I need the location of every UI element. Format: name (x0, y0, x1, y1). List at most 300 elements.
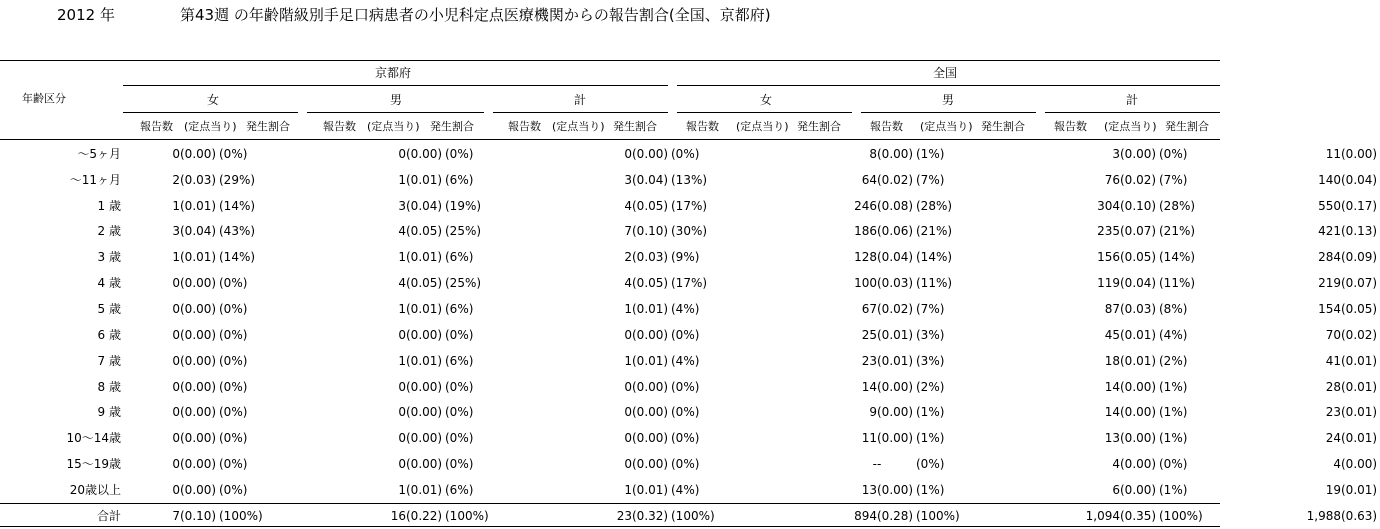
national-count-cell: 70 (1325, 327, 1341, 342)
data-table-body (0, 141, 1380, 529)
kyoto-rate-cell: (6%) (445, 172, 474, 187)
kyoto-per-site-cell: (0.04) (632, 172, 669, 187)
national-count-cell: - (872, 457, 877, 472)
region-rule-national (677, 85, 1220, 86)
kyoto-rate-cell: (17%) (671, 276, 708, 291)
kyoto-count-cell: 4 (398, 224, 406, 239)
kyoto-per-site-cell: (0.00) (406, 146, 443, 161)
national-rate-cell: (1%) (916, 482, 945, 497)
national-per-site-cell: (0.01) (1120, 353, 1157, 368)
age-label: 5 歳 (97, 301, 121, 316)
national-count-cell: 9 (869, 405, 877, 420)
national-rate-cell: (1%) (916, 431, 945, 446)
kyoto-per-site-cell: (0.05) (632, 276, 669, 291)
kyoto-rate-cell: (100%) (671, 508, 715, 523)
kyoto-per-site-cell: (0.00) (406, 379, 443, 394)
age-label: 10〜14歳 (66, 431, 121, 446)
kyoto-per-site-cell: (0.00) (180, 405, 217, 420)
national-count-cell: 186 (854, 224, 877, 239)
national-per-site-cell: (0.00) (1120, 146, 1157, 161)
kyoto-count-cell: 1 (624, 482, 632, 497)
kyoto-rate-cell: (0%) (219, 405, 248, 420)
national-per-site-cell: (0.00) (877, 146, 914, 161)
kyoto-count-cell: 0 (398, 379, 406, 394)
national-count-cell: 13 (861, 482, 877, 497)
national-rate-cell: (11%) (916, 276, 953, 291)
national-count-cell: 41 (1325, 353, 1341, 368)
national-count-cell: 154 (1318, 301, 1341, 316)
age-label: 2 歳 (97, 224, 121, 239)
sub-rate-kyoto-m: 発生割合 (430, 120, 474, 133)
kyoto-count-cell: 3 (172, 224, 180, 239)
kyoto-count-cell: 1 (398, 482, 406, 497)
kyoto-per-site-cell: (0.03) (632, 250, 669, 265)
kyoto-count-cell: 0 (624, 146, 632, 161)
kyoto-rate-cell: (13%) (671, 172, 708, 187)
national-rate-cell: (0%) (1159, 146, 1188, 161)
national-rate-cell: (21%) (1159, 224, 1196, 239)
national-per-site-cell: (0.28) (877, 508, 914, 523)
kyoto-count-cell: 0 (624, 457, 632, 472)
table-row (0, 219, 1380, 245)
kyoto-per-site-cell: (0.00) (180, 431, 217, 446)
national-per-site-cell: (0.01) (1341, 405, 1378, 420)
sub-persite-kyoto-t: (定点当り) (552, 120, 605, 133)
national-count-cell: 1,988 (1306, 508, 1341, 523)
national-count-cell: 284 (1318, 250, 1341, 265)
national-per-site-cell: (0.04) (1341, 172, 1378, 187)
national-per-site-cell: (0.00) (1120, 431, 1157, 446)
kyoto-per-site-cell: (0.00) (632, 431, 669, 446)
kyoto-rate-cell: (0%) (445, 405, 474, 420)
kyoto-count-cell: 2 (624, 250, 632, 265)
sub-count-kyoto-f: 報告数 (140, 120, 173, 133)
kyoto-rate-cell: (0%) (219, 353, 248, 368)
national-per-site-cell: (0.00) (1341, 457, 1378, 472)
national-count-cell: 550 (1318, 198, 1341, 213)
sub-persite-national-t: (定点当り) (1104, 120, 1157, 133)
national-per-site-cell: (0.00) (877, 405, 914, 420)
national-per-site-cell: (0.05) (1341, 301, 1378, 316)
region-header-national: 全国 (933, 66, 958, 80)
sub-persite-kyoto-m: (定点当り) (367, 120, 420, 133)
national-count-cell: 24 (1325, 431, 1341, 446)
kyoto-rate-cell: (43%) (219, 224, 256, 239)
national-rate-cell: (100%) (916, 508, 960, 523)
kyoto-count-cell: 0 (624, 379, 632, 394)
national-count-cell: 67 (861, 301, 877, 316)
kyoto-rate-cell: (19%) (445, 198, 482, 213)
table-row (0, 193, 1380, 219)
national-rate-cell: (1%) (1159, 482, 1188, 497)
table-row (0, 167, 1380, 193)
kyoto-per-site-cell: (0.00) (406, 327, 443, 342)
kyoto-per-site-cell: (0.00) (406, 405, 443, 420)
age-label: 9 歳 (97, 405, 121, 420)
sex-rule-kyoto-m (307, 112, 484, 113)
sex-header-national-total: 計 (1126, 93, 1139, 107)
kyoto-count-cell: 0 (172, 482, 180, 497)
sub-persite-national-m: (定点当り) (920, 120, 973, 133)
sub-rate-national-m: 発生割合 (981, 120, 1025, 133)
table-row (0, 399, 1380, 425)
national-count-cell: 4 (1333, 457, 1341, 472)
header-top-rule (0, 60, 1220, 61)
national-rate-cell: (7%) (1159, 172, 1188, 187)
kyoto-count-cell: 1 (624, 353, 632, 368)
kyoto-per-site-cell: (0.00) (632, 327, 669, 342)
national-rate-cell: (28%) (916, 198, 953, 213)
kyoto-count-cell: 4 (624, 198, 632, 213)
kyoto-count-cell: 3 (624, 172, 632, 187)
national-per-site-cell: (0.00) (1120, 405, 1157, 420)
header-bottom-rule (0, 139, 1220, 140)
national-count-cell: 14 (1104, 379, 1120, 394)
kyoto-per-site-cell: (0.00) (180, 353, 217, 368)
sex-header-national-male: 男 (942, 93, 955, 107)
age-label: 〜5ヶ月 (77, 146, 121, 161)
kyoto-rate-cell: (0%) (219, 379, 248, 394)
national-per-site-cell: (0.02) (877, 301, 914, 316)
sub-count-kyoto-t: 報告数 (508, 120, 541, 133)
sub-rate-kyoto-t: 発生割合 (613, 120, 657, 133)
kyoto-rate-cell: (0%) (671, 405, 700, 420)
age-label: 8 歳 (97, 379, 121, 394)
national-rate-cell: (7%) (916, 172, 945, 187)
national-rate-cell: (21%) (916, 224, 953, 239)
kyoto-per-site-cell: (0.01) (406, 250, 443, 265)
kyoto-per-site-cell: (0.05) (406, 276, 443, 291)
national-count-cell: 11 (1325, 146, 1341, 161)
national-rate-cell: (8%) (1159, 301, 1188, 316)
national-per-site-cell: (0.01) (877, 327, 914, 342)
column-header-age: 年齢区分 (22, 92, 66, 105)
national-rate-cell: (2%) (1159, 353, 1188, 368)
national-per-site-cell: - (877, 457, 882, 472)
national-per-site-cell: (0.03) (877, 276, 914, 291)
age-label: 7 歳 (97, 353, 121, 368)
national-rate-cell: (4%) (1159, 327, 1188, 342)
kyoto-count-cell: 0 (398, 457, 406, 472)
kyoto-rate-cell: (0%) (445, 146, 474, 161)
national-per-site-cell: (0.01) (1341, 379, 1378, 394)
national-per-site-cell: (0.01) (1341, 353, 1378, 368)
kyoto-count-cell: 7 (624, 224, 632, 239)
national-count-cell: 219 (1318, 276, 1341, 291)
national-count-cell: 19 (1325, 482, 1341, 497)
kyoto-count-cell: 0 (172, 301, 180, 316)
kyoto-per-site-cell: (0.00) (406, 457, 443, 472)
data-table (0, 141, 1380, 529)
kyoto-count-cell: 4 (398, 276, 406, 291)
sub-rate-national-t: 発生割合 (1165, 120, 1209, 133)
kyoto-per-site-cell: (0.00) (632, 457, 669, 472)
kyoto-per-site-cell: (0.10) (180, 508, 217, 523)
national-per-site-cell: (0.04) (877, 250, 914, 265)
national-count-cell: 18 (1104, 353, 1120, 368)
kyoto-per-site-cell: (0.04) (180, 224, 217, 239)
kyoto-rate-cell: (14%) (219, 250, 256, 265)
national-rate-cell: (1%) (1159, 379, 1188, 394)
report-title: 第43週 の年齢階級別手足口病患者の小児科定点医療機関からの報告割合(全国、京都府) (180, 6, 771, 24)
national-count-cell: 14 (861, 379, 877, 394)
table-row (0, 141, 1380, 167)
national-count-cell: 11 (861, 431, 877, 446)
table-row (0, 425, 1380, 451)
sub-count-national-m: 報告数 (870, 120, 903, 133)
national-per-site-cell: (0.02) (1341, 327, 1378, 342)
kyoto-rate-cell: (0%) (445, 457, 474, 472)
national-per-site-cell: (0.00) (877, 482, 914, 497)
national-per-site-cell: (0.08) (877, 198, 914, 213)
national-per-site-cell: (0.00) (1120, 379, 1157, 394)
kyoto-count-cell: 0 (624, 327, 632, 342)
kyoto-count-cell: 1 (172, 250, 180, 265)
national-per-site-cell: (0.01) (1120, 327, 1157, 342)
kyoto-per-site-cell: (0.01) (632, 301, 669, 316)
national-per-site-cell: (0.00) (1341, 146, 1378, 161)
kyoto-rate-cell: (25%) (445, 276, 482, 291)
national-count-cell: 421 (1318, 224, 1341, 239)
sex-rule-kyoto-f (123, 112, 298, 113)
kyoto-count-cell: 1 (398, 250, 406, 265)
table-row (0, 451, 1380, 477)
kyoto-rate-cell: (0%) (219, 327, 248, 342)
national-count-cell: 3 (1112, 146, 1120, 161)
kyoto-count-cell: 0 (624, 431, 632, 446)
national-per-site-cell: (0.13) (1341, 224, 1378, 239)
kyoto-rate-cell: (4%) (671, 482, 700, 497)
kyoto-rate-cell: (4%) (671, 301, 700, 316)
kyoto-per-site-cell: (0.05) (406, 224, 443, 239)
kyoto-per-site-cell: (0.00) (180, 301, 217, 316)
kyoto-count-cell: 0 (172, 353, 180, 368)
kyoto-per-site-cell: (0.10) (632, 224, 669, 239)
kyoto-per-site-cell: (0.00) (180, 327, 217, 342)
national-count-cell: 100 (854, 276, 877, 291)
national-count-cell: 128 (854, 250, 877, 265)
kyoto-rate-cell: (0%) (445, 431, 474, 446)
kyoto-rate-cell: (0%) (671, 431, 700, 446)
national-count-cell: 8 (869, 146, 877, 161)
national-rate-cell: (7%) (916, 301, 945, 316)
kyoto-count-cell: 0 (624, 405, 632, 420)
national-count-cell: 156 (1097, 250, 1120, 265)
kyoto-per-site-cell: (0.01) (180, 250, 217, 265)
national-per-site-cell: (0.05) (1120, 250, 1157, 265)
national-rate-cell: (1%) (916, 146, 945, 161)
sub-rate-kyoto-f: 発生割合 (246, 120, 290, 133)
kyoto-rate-cell: (0%) (671, 457, 700, 472)
national-per-site-cell: (0.09) (1341, 250, 1378, 265)
kyoto-rate-cell: (0%) (219, 431, 248, 446)
national-per-site-cell: (0.01) (1341, 431, 1378, 446)
kyoto-count-cell: 0 (172, 405, 180, 420)
kyoto-count-cell: 7 (172, 508, 180, 523)
sex-rule-national-t (1045, 112, 1220, 113)
kyoto-rate-cell: (14%) (219, 198, 256, 213)
kyoto-count-cell: 0 (398, 327, 406, 342)
kyoto-count-cell: 4 (624, 276, 632, 291)
national-count-cell: 304 (1097, 198, 1120, 213)
national-count-cell: 235 (1097, 224, 1120, 239)
kyoto-count-cell: 0 (172, 327, 180, 342)
national-count-cell: 87 (1104, 301, 1120, 316)
age-label: 6 歳 (97, 327, 121, 342)
national-per-site-cell: (0.63) (1341, 508, 1378, 523)
national-rate-cell: (14%) (1159, 250, 1196, 265)
kyoto-count-cell: 0 (172, 431, 180, 446)
kyoto-count-cell: 0 (398, 405, 406, 420)
kyoto-count-cell: 16 (390, 508, 406, 523)
kyoto-rate-cell: (29%) (219, 172, 256, 187)
table-row (0, 270, 1380, 296)
table-row (0, 296, 1380, 322)
kyoto-count-cell: 1 (398, 301, 406, 316)
kyoto-rate-cell: (0%) (219, 146, 248, 161)
kyoto-per-site-cell: (0.00) (180, 146, 217, 161)
kyoto-per-site-cell: (0.00) (180, 276, 217, 291)
kyoto-rate-cell: (100%) (219, 508, 263, 523)
kyoto-per-site-cell: (0.05) (632, 198, 669, 213)
national-rate-cell: (1%) (916, 405, 945, 420)
region-header-kyoto: 京都府 (375, 66, 412, 80)
national-per-site-cell: (0.02) (1120, 172, 1157, 187)
kyoto-rate-cell: (0%) (219, 482, 248, 497)
kyoto-count-cell: 23 (616, 508, 632, 523)
age-label: 4 歳 (97, 276, 121, 291)
kyoto-per-site-cell: (0.01) (406, 482, 443, 497)
age-label: 合計 (96, 508, 121, 523)
national-rate-cell: (14%) (916, 250, 953, 265)
table-row (0, 477, 1380, 503)
kyoto-per-site-cell: (0.01) (180, 198, 217, 213)
kyoto-count-cell: 0 (172, 276, 180, 291)
national-rate-cell: (28%) (1159, 198, 1196, 213)
kyoto-per-site-cell: (0.22) (406, 508, 443, 523)
national-rate-cell: (2%) (916, 379, 945, 394)
national-count-cell: 6 (1112, 482, 1120, 497)
kyoto-count-cell: 1 (398, 172, 406, 187)
kyoto-count-cell: 1 (398, 353, 406, 368)
kyoto-per-site-cell: (0.00) (632, 379, 669, 394)
national-per-site-cell: (0.07) (1341, 276, 1378, 291)
sex-rule-national-f (677, 112, 852, 113)
national-per-site-cell: (0.07) (1120, 224, 1157, 239)
national-per-site-cell: (0.00) (877, 379, 914, 394)
kyoto-rate-cell: (0%) (671, 146, 700, 161)
kyoto-per-site-cell: (0.03) (180, 172, 217, 187)
kyoto-rate-cell: (0%) (445, 379, 474, 394)
kyoto-rate-cell: (6%) (445, 353, 474, 368)
sub-count-national-f: 報告数 (686, 120, 719, 133)
age-label: 1 歳 (97, 198, 121, 213)
national-count-cell: 45 (1104, 327, 1120, 342)
kyoto-per-site-cell: (0.32) (632, 508, 669, 523)
national-count-cell: 246 (854, 198, 877, 213)
kyoto-rate-cell: (0%) (445, 327, 474, 342)
national-rate-cell: (100%) (1159, 508, 1203, 523)
region-rule-kyoto (123, 85, 668, 86)
national-rate-cell: (0%) (916, 457, 945, 472)
kyoto-rate-cell: (0%) (219, 457, 248, 472)
national-rate-cell: (11%) (1159, 276, 1196, 291)
kyoto-rate-cell: (100%) (445, 508, 489, 523)
national-per-site-cell: (0.06) (877, 224, 914, 239)
national-per-site-cell: (0.01) (1341, 482, 1378, 497)
sub-count-national-t: 報告数 (1054, 120, 1087, 133)
national-per-site-cell: (0.04) (1120, 276, 1157, 291)
national-count-cell: 64 (861, 172, 877, 187)
national-rate-cell: (3%) (916, 353, 945, 368)
sub-persite-kyoto-f: (定点当り) (184, 120, 237, 133)
sex-rule-national-m (861, 112, 1036, 113)
sex-header-kyoto-female: 女 (207, 93, 220, 107)
kyoto-count-cell: 2 (172, 172, 180, 187)
kyoto-per-site-cell: (0.01) (406, 172, 443, 187)
sex-header-national-female: 女 (760, 93, 773, 107)
kyoto-rate-cell: (0%) (671, 327, 700, 342)
sub-persite-national-f: (定点当り) (736, 120, 789, 133)
kyoto-per-site-cell: (0.04) (406, 198, 443, 213)
national-count-cell: 76 (1104, 172, 1120, 187)
kyoto-rate-cell: (9%) (671, 250, 700, 265)
table-row (0, 322, 1380, 348)
sub-count-kyoto-m: 報告数 (323, 120, 356, 133)
kyoto-per-site-cell: (0.01) (632, 482, 669, 497)
kyoto-per-site-cell: (0.00) (180, 379, 217, 394)
sub-rate-national-f: 発生割合 (797, 120, 841, 133)
kyoto-per-site-cell: (0.00) (632, 405, 669, 420)
kyoto-count-cell: 3 (398, 198, 406, 213)
table-row (0, 348, 1380, 374)
national-count-cell: 140 (1318, 172, 1341, 187)
national-per-site-cell: (0.17) (1341, 198, 1378, 213)
national-per-site-cell: (0.02) (877, 172, 914, 187)
national-count-cell: 4 (1112, 457, 1120, 472)
national-count-cell: 119 (1097, 276, 1120, 291)
age-label: 20歳以上 (69, 482, 121, 497)
kyoto-count-cell: 0 (172, 457, 180, 472)
kyoto-rate-cell: (6%) (445, 482, 474, 497)
national-per-site-cell: (0.00) (1120, 457, 1157, 472)
kyoto-rate-cell: (17%) (671, 198, 708, 213)
national-rate-cell: (1%) (1159, 431, 1188, 446)
kyoto-count-cell: 0 (172, 146, 180, 161)
national-rate-cell: (0%) (1159, 457, 1188, 472)
national-per-site-cell: (0.03) (1120, 301, 1157, 316)
national-count-cell: 14 (1104, 405, 1120, 420)
kyoto-rate-cell: (25%) (445, 224, 482, 239)
kyoto-rate-cell: (6%) (445, 301, 474, 316)
national-count-cell: 28 (1325, 379, 1341, 394)
kyoto-rate-cell: (0%) (219, 276, 248, 291)
age-label: 3 歳 (97, 250, 121, 265)
kyoto-per-site-cell: (0.00) (406, 431, 443, 446)
national-per-site-cell: (0.01) (877, 353, 914, 368)
sex-header-kyoto-male: 男 (390, 93, 403, 107)
kyoto-count-cell: 1 (624, 301, 632, 316)
kyoto-rate-cell: (6%) (445, 250, 474, 265)
kyoto-per-site-cell: (0.00) (180, 457, 217, 472)
table-row (0, 374, 1380, 400)
kyoto-count-cell: 1 (172, 198, 180, 213)
kyoto-per-site-cell: (0.01) (406, 301, 443, 316)
kyoto-rate-cell: (30%) (671, 224, 708, 239)
kyoto-rate-cell: (0%) (671, 379, 700, 394)
table-row (0, 244, 1380, 270)
national-per-site-cell: (0.00) (1120, 482, 1157, 497)
